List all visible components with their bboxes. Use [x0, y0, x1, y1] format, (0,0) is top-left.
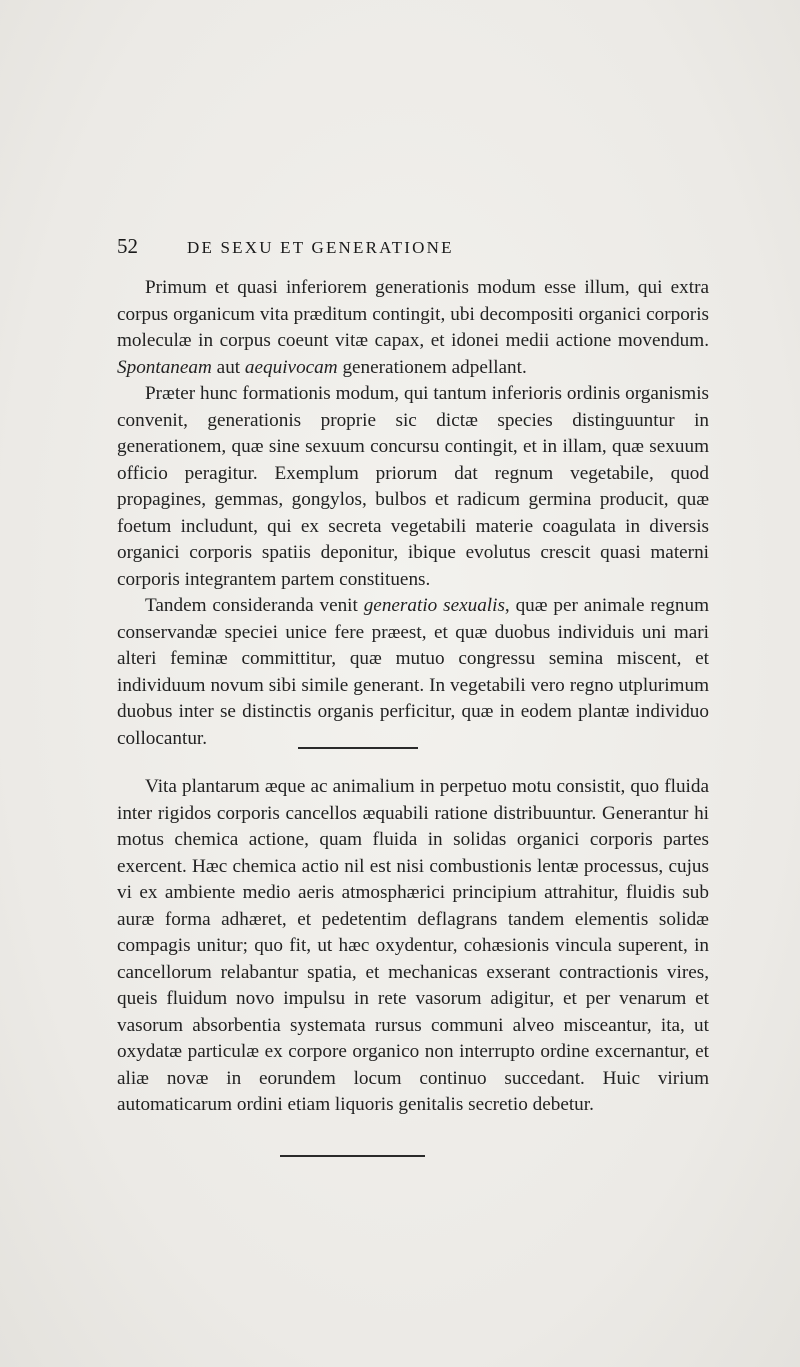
text-run: generationem adpellant.	[337, 356, 527, 378]
text-run: Tandem consideranda venit	[145, 595, 364, 616]
page-header	[117, 234, 709, 264]
end-rule	[280, 1155, 425, 1157]
paragraph	[117, 593, 709, 752]
text-run: Præter hunc formationis modum, qui tantum inferioris ordinis organismis convenit, generationis proprie sic dictæ species distinguuntur in generationem, quæ sine sexuum concursu contingit, et in illam, quæ sexuum officio peragitur. Exemplum priorum dat regnum vegetabile, quod propagines, gemmas, gongylos, bulbos et radicum germina producit, quæ foetum includunt, qui ex secreta vegetabili materie coagulata in diversis organici corporis spatiis deponitur, ibique evolutus crescit quasi materni corporis integrantem partem constituens.	[117, 383, 709, 590]
text-run: Vita plantarum æque ac animalium in perpetuo motu consistit, quo fluida inter rigidos corporis cancellos æquabili ratione distribuuntur. Generantur hi motus chemica actione, quam fluida in solidas organici corporis partes exercent. Hæc chemica actio nil est nisi combustionis lentæ processus, cujus vi ex ambiente medio aeris atmosphærici principium attrahitur, fluidis sub auræ forma adhæret, et pedetentim deflagrans tandem elementis solidæ compagis unitur; quo fit, ut hæc oxydentur, cohæsionis vincula superent, in cancellorum relabantur spatia, et mechanicas exserant contractionis vires, queis fluidum novo impulsu in rete vasorum adigitur, et per venarum et vasorum absorbentia systemata rursus communi alveo misceantur, ita, ut oxydatæ particulæ ex corpore organico non interrupto ordine excernantur, et aliæ novæ in eorundem locum continuo succedant. Huic virium automaticarum ordini etiam liquoris genitalis secretio debetur.	[117, 776, 709, 1115]
text-section-top	[117, 275, 709, 752]
text-run: Primum et quasi inferiorem generationis modum esse illum, qui extra corpus organicum vita præditum contingit, ubi decompositi organici corporis moleculæ in corpus coeunt vitæ capax, et idonei medii actione movendum.	[117, 277, 709, 351]
paragraph	[117, 381, 709, 593]
text-section-bottom	[117, 774, 709, 1119]
running-head: DE SEXU ET GENERATIONE	[187, 238, 454, 257]
italic-term: generatio sexualis	[363, 595, 505, 616]
paragraph	[117, 275, 709, 381]
italic-term: aequivocam	[244, 356, 338, 378]
text-run: , quæ per animale regnum conservandæ speciei unice fere præest, et quæ duobus individuis uni mari alteri feminæ committitur, quæ mutuo congressu semina miscent, et individuum novum sibi simile generant. In vegetabili vero regno utplurimum duobus inter se distinctis organis perficitur, quæ in eodem plantæ individuo collocantur.	[117, 595, 709, 749]
text-run: aut	[211, 356, 245, 378]
italic-term: Spontaneam	[117, 356, 212, 378]
paragraph	[117, 774, 709, 1119]
page-number: 52	[117, 234, 138, 258]
section-divider-rule	[298, 747, 418, 749]
